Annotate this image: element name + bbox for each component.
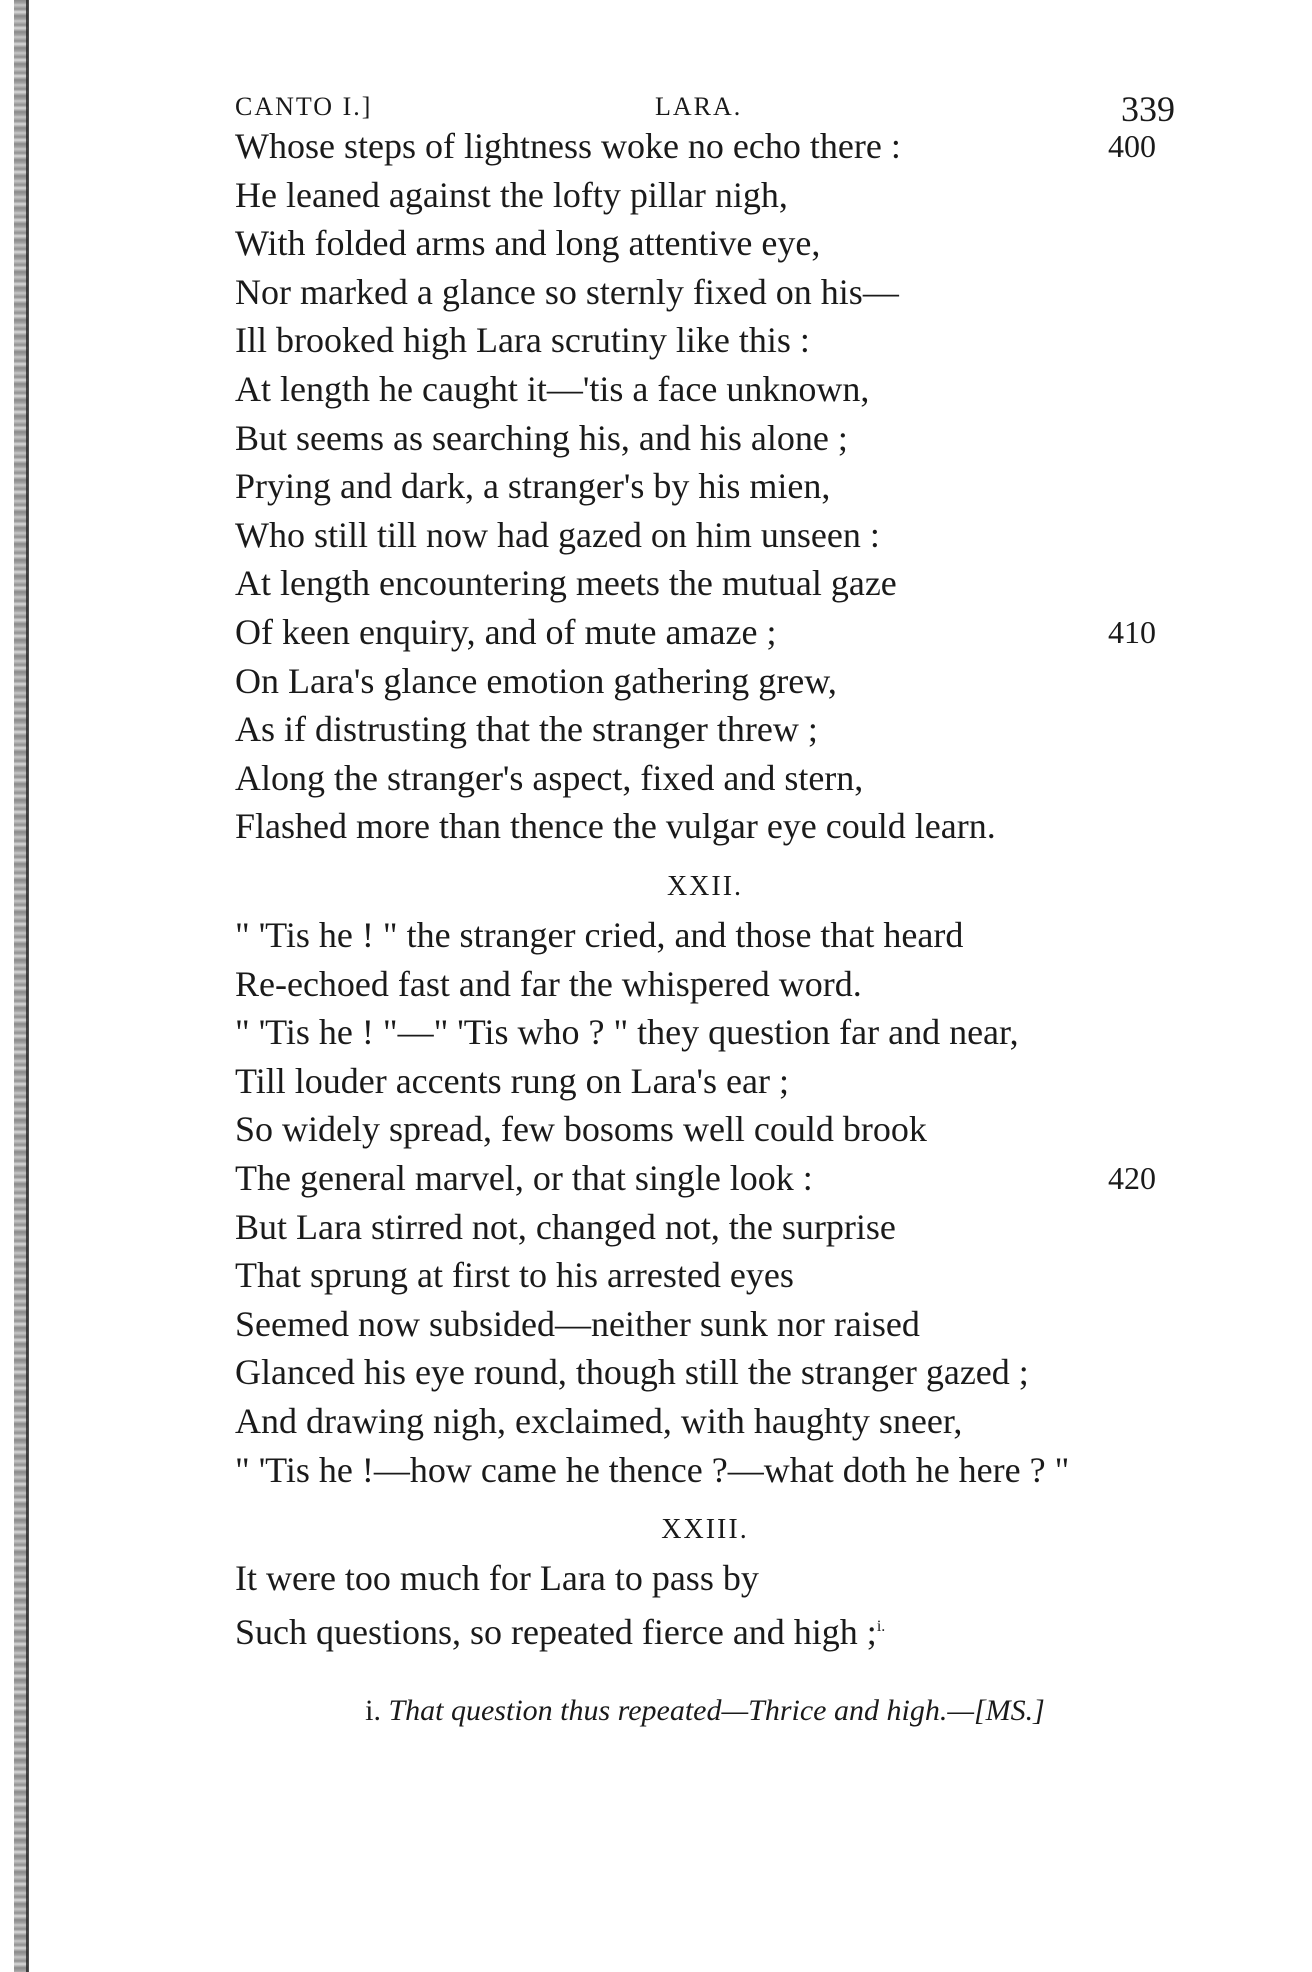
verse-line: [235, 911, 1195, 959]
verse-text: At length he caught it—'tis a face unknown,: [235, 369, 870, 409]
verse-line: [235, 1057, 1195, 1105]
section-heading: XXIII.: [661, 1514, 749, 1546]
verse-text: He leaned against the lofty pillar nigh,: [235, 174, 788, 215]
verse-line: [235, 1603, 1195, 1651]
verse-line: [235, 1008, 1195, 1056]
verse-text: Such questions, so repeated fierce and high ;: [235, 1611, 877, 1652]
verse-line: [235, 657, 1195, 705]
verse-line: [235, 608, 1195, 656]
verse-line: [235, 171, 1195, 219]
footnote-number: i.: [365, 1694, 381, 1728]
verse-text: On Lara's glance emotion gathering grew,: [235, 660, 837, 701]
verse-text: Flashed more than thence the vulgar eye could learn.: [235, 806, 996, 847]
line-number: 420: [1108, 1160, 1156, 1196]
verse-text: Prying and dark, a stranger's by his mien,: [235, 466, 831, 507]
verse-line: [235, 219, 1195, 267]
verse-text: Ill brooked high Lara scrutiny like this :: [235, 320, 810, 361]
verse-line: [235, 1251, 1195, 1299]
verse-line: [235, 960, 1195, 1008]
verse-line: [235, 802, 1195, 850]
verse-text: Who still till now had gazed on him unseen :: [235, 514, 880, 555]
verse-text: As if distrusting that the stranger threw ;: [235, 709, 818, 750]
verse-text: So widely spread, few bosoms well could brook: [235, 1109, 927, 1150]
verse-line: [235, 1554, 1195, 1602]
verse-text: Whose steps of lightness woke no echo there :: [235, 126, 901, 166]
footnote-marker: i.: [876, 1617, 886, 1635]
verse-line: [235, 705, 1195, 753]
verse-text: But Lara stirred not, changed not, the surprise: [235, 1206, 896, 1247]
header-canto: CANTO I.]: [235, 92, 373, 121]
verse-line: [235, 1203, 1195, 1251]
verse-text: At length encountering meets the mutual gaze: [235, 563, 897, 604]
verse-line: [235, 1348, 1195, 1396]
verse-line: [235, 316, 1195, 364]
verse-text: With folded arms and long attentive eye,: [235, 223, 821, 264]
footnote-text: That question thus repeated—Thrice and high.—[MS.]: [388, 1694, 1045, 1728]
verse-line: [235, 1154, 1195, 1202]
verse-line: [235, 559, 1195, 607]
verse-line: [235, 1105, 1195, 1153]
verse-text: " 'Tis he ! " the stranger cried, and those that heard: [235, 915, 964, 955]
verse-text: Seemed now subsided—neither sunk nor raised: [235, 1303, 920, 1344]
page-number: 339: [1121, 89, 1175, 129]
verse-text: And drawing nigh, exclaimed, with haughty sneer,: [235, 1401, 963, 1441]
verse-text: Along the stranger's aspect, fixed and stern,: [235, 757, 864, 798]
verse-line: [235, 1300, 1195, 1348]
line-number: 410: [1108, 614, 1156, 650]
verse-text: The general marvel, or that single look :: [235, 1158, 813, 1198]
section-heading: XXII.: [666, 871, 744, 902]
verse-line: [235, 122, 1195, 170]
verse-text: " 'Tis he !—how came he thence ?—what doth he here ? ": [235, 1449, 1070, 1490]
verse-text: That sprung at first to his arrested eyes: [235, 1255, 794, 1296]
verse-text: " 'Tis he ! "—" 'Tis who ? " they question far and near,: [235, 1012, 1019, 1053]
verse-text: Glanced his eye round, though still the stranger gazed ;: [235, 1352, 1029, 1393]
verse-line: [235, 462, 1195, 510]
verse-text: It were too much for Lara to pass by: [235, 1558, 759, 1599]
verse-line: [235, 754, 1195, 802]
verse-line: [235, 414, 1195, 462]
verse-text: Re-echoed fast and far the whispered word.: [235, 963, 862, 1004]
verse-line: [235, 1446, 1195, 1494]
verse-line: [235, 268, 1195, 316]
verse-text: Nor marked a glance so sternly fixed on his—: [235, 271, 899, 312]
verse-text: But seems as searching his, and his alone ;: [235, 417, 848, 458]
verse-text: Till louder accents rung on Lara's ear ;: [235, 1060, 789, 1101]
verse-line: [235, 365, 1195, 413]
verse-line: [235, 1397, 1195, 1445]
footnote: [235, 1689, 1175, 1733]
header-title: LARA.: [655, 92, 743, 121]
verse-line: [235, 511, 1195, 559]
line-number: 400: [1108, 128, 1156, 164]
verse-text: Of keen enquiry, and of mute amaze ;: [235, 612, 777, 652]
